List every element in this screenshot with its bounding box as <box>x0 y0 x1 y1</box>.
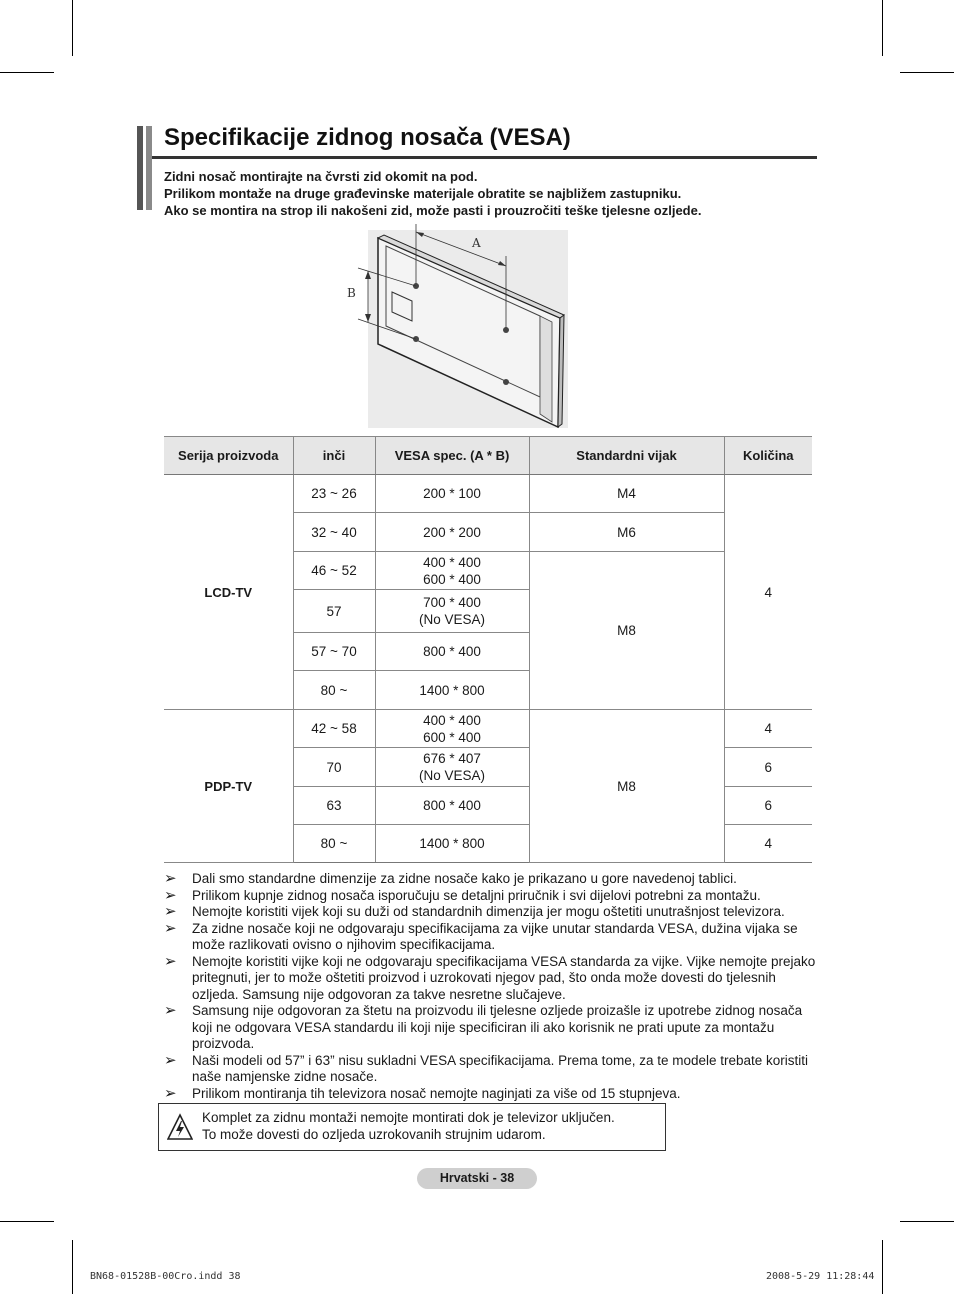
header-screw: Standardni vijak <box>529 437 724 475</box>
screw-hole <box>503 379 509 385</box>
quantity-cell: 4 <box>724 475 812 710</box>
warning-line: To može dovesti do ozljeda uzrokovanih strujnim udarom. <box>202 1127 546 1142</box>
inch-cell: 80 ~ <box>293 825 375 863</box>
header-vesa: VESA spec. (A * B) <box>375 437 529 475</box>
series-cell: PDP-TV <box>164 710 293 863</box>
warning-line: Komplet za zidnu montaži nemojte montirati dok je televizor uključen. <box>202 1110 615 1125</box>
table-row <box>164 710 812 748</box>
crop-mark <box>0 1221 54 1222</box>
crop-mark <box>900 1221 954 1222</box>
vesa-cell <box>375 710 529 748</box>
title-underline <box>152 156 817 159</box>
arrow-bullet-icon: ➢ <box>164 1051 177 1069</box>
crop-mark <box>0 72 54 73</box>
footer-timestamp: 2008-5-29 11:28:44 <box>766 1271 875 1282</box>
header-series: Serija proizvoda <box>164 437 293 475</box>
vesa-cell: 800 * 400 <box>375 633 529 671</box>
tv-back-diagram <box>340 222 570 430</box>
inch-cell: 46 ~ 52 <box>293 552 375 590</box>
vesa-line: 600 * 400 <box>423 571 481 587</box>
warning-box <box>158 1103 666 1151</box>
arrow-bullet-icon: ➢ <box>164 1002 177 1019</box>
arrow-bullet-icon: ➢ <box>164 903 177 920</box>
page-title: Specifikacije zidnog nosača (VESA) <box>164 124 571 151</box>
crop-mark <box>72 0 73 56</box>
crop-mark <box>882 1240 883 1294</box>
electric-shock-warning-icon <box>167 1113 193 1141</box>
note-item <box>164 871 824 888</box>
screw-cell: M8 <box>529 710 724 863</box>
notes-list <box>164 871 824 1102</box>
note-item <box>164 1053 824 1086</box>
arrow-bullet-icon: ➢ <box>164 952 177 970</box>
table-row <box>164 475 812 513</box>
inch-cell: 63 <box>293 787 375 825</box>
page-number-badge: Hrvatski - 38 <box>417 1168 537 1189</box>
quantity-cell: 6 <box>724 748 812 787</box>
note-text: Naši modeli od 57” i 63” nisu sukladni VESA specifikacijama. Prema tome, za te modele trebate koristiti naše namjenske zidne nosače. <box>192 1052 809 1084</box>
inch-cell: 57 ~ 70 <box>293 633 375 671</box>
series-cell: LCD-TV <box>164 475 293 710</box>
vesa-cell: 200 * 200 <box>375 513 529 552</box>
vesa-cell: 1400 * 800 <box>375 671 529 710</box>
vesa-line: (No VESA) <box>418 612 486 627</box>
note-text: Samsung nije odgovoran za štetu na proizvodu ili tjelesne ozljede proizašle iz upotrebe zidnog nosača koji ne odgovara VESA standardu ili koji nije specificiran ili ako korisnik ne prati upute za montažu proizvoda. <box>192 1003 803 1051</box>
note-item <box>164 954 824 1004</box>
title-accent-bar <box>146 126 152 210</box>
arrow-bullet-icon: ➢ <box>164 886 177 904</box>
note-text: Nemojte koristiti vijke koji ne odgovaraju specifikacijama VESA standarda za vijke. Vijke nemojte prejako pritegnuti, jer to može oštetiti proizvod i uzrokovati njegov pad, što onda može dovesti do tjelesnih ozljeda. Samsung nije odgovoran za takve nesretne slučajeve. <box>192 953 816 1002</box>
arrow-bullet-icon: ➢ <box>164 919 177 937</box>
screw-cell: M6 <box>529 513 724 552</box>
vesa-cell <box>375 748 529 787</box>
header-inch: inči <box>293 437 375 475</box>
arrow-bullet-icon: ➢ <box>164 1084 177 1102</box>
arrow-bullet-icon: ➢ <box>164 870 177 887</box>
note-item <box>164 921 824 954</box>
table-header-row <box>164 437 812 475</box>
intro-text <box>164 168 701 219</box>
title-accent-bar <box>137 126 143 210</box>
vesa-line: 400 * 400 <box>423 712 481 728</box>
note-item <box>164 888 824 905</box>
quantity-cell: 4 <box>724 825 812 863</box>
note-text: Prilikom kupnje zidnog nosača isporučuju se detaljni priručnik i svi dijelovi potrebni za montažu. <box>192 887 761 903</box>
screw-cell: M4 <box>529 475 724 513</box>
intro-line: Zidni nosač montirajte na čvrsti zid okomit na pod. <box>164 169 478 184</box>
vesa-cell <box>375 590 529 633</box>
note-item <box>164 1086 824 1103</box>
note-text: Za zidne nosače koji ne odgovaraju specifikacijama za vijke unutar standarda VESA, dužina vijaka se može razlikovati ovisno o njihovim specifikacijama. <box>192 920 798 952</box>
note-text: Nemojte koristiti vijek koji su duži od standardnih dimenzija jer mogu oštetiti unutrašnjost televizora. <box>192 904 785 919</box>
inch-cell: 32 ~ 40 <box>293 513 375 552</box>
note-text: Dali smo standardne dimenzije za zidne nosače kako je prikazano u gore navedenoj tablici. <box>192 871 737 886</box>
dimension-a-label: A <box>472 236 481 250</box>
note-item <box>164 904 824 921</box>
warning-text <box>202 1109 615 1143</box>
inch-cell: 80 ~ <box>293 671 375 710</box>
quantity-cell: 6 <box>724 787 812 825</box>
vesa-line: (No VESA) <box>418 768 486 783</box>
inch-cell: 42 ~ 58 <box>293 710 375 748</box>
screw-cell: M8 <box>529 552 724 710</box>
inch-cell: 23 ~ 26 <box>293 475 375 513</box>
crop-mark <box>900 72 954 73</box>
inch-cell: 57 <box>293 590 375 633</box>
vesa-line: 676 * 407 <box>423 751 481 766</box>
vesa-line: 400 * 400 <box>423 554 481 570</box>
quantity-cell: 4 <box>724 710 812 748</box>
crop-mark <box>882 0 883 56</box>
header-quantity: Količina <box>724 437 812 475</box>
vesa-cell: 1400 * 800 <box>375 825 529 863</box>
vesa-spec-table <box>164 436 812 863</box>
vesa-cell: 800 * 400 <box>375 787 529 825</box>
vesa-cell <box>375 552 529 590</box>
crop-mark <box>72 1240 73 1294</box>
intro-line: Ako se montira na strop ili nakošeni zid, može pasti i prouzročiti teške tjelesne ozljede. <box>164 203 702 218</box>
vesa-cell: 200 * 100 <box>375 475 529 513</box>
inch-cell: 70 <box>293 748 375 787</box>
note-text: Prilikom montiranja tih televizora nosač nemojte naginjati za više od 15 stupnjeva. <box>192 1085 681 1101</box>
tv-bottom-panel <box>540 316 552 422</box>
vesa-line: 600 * 400 <box>423 729 481 745</box>
note-item <box>164 1003 824 1053</box>
dimension-b-label: B <box>347 286 356 300</box>
footer-file: BN68-01528B-00Cro.indd 38 <box>90 1271 241 1282</box>
vesa-line: 700 * 400 <box>423 595 481 610</box>
intro-line: Prilikom montaže na druge građevinske materijale obratite se najbližem zastupniku. <box>164 186 682 201</box>
